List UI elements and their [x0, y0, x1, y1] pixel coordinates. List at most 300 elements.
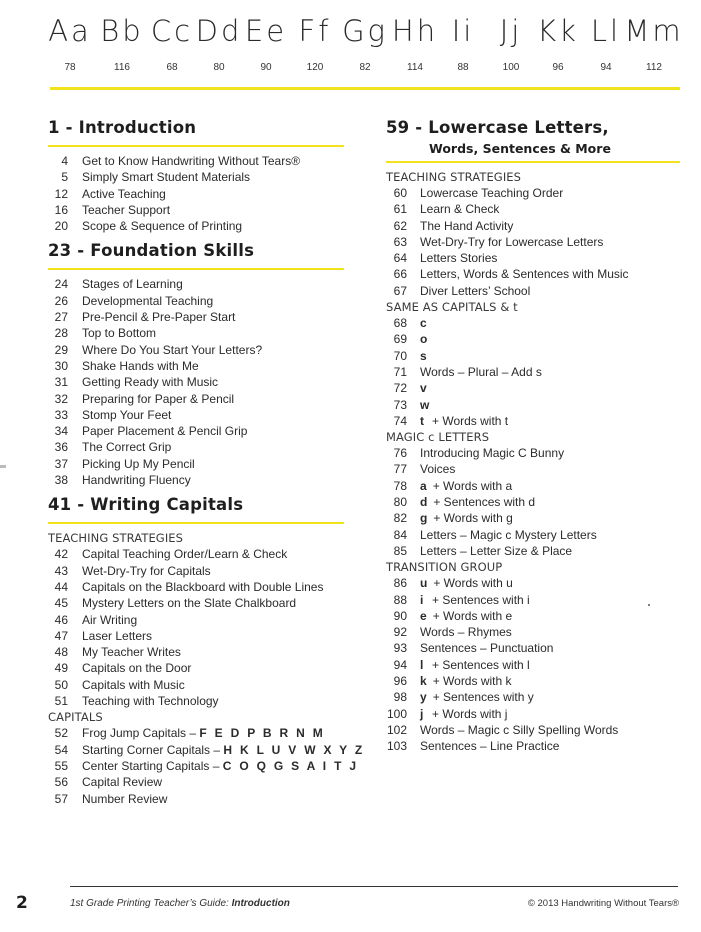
entry-text-wrap [82, 579, 323, 595]
entry-text-wrap [420, 608, 512, 624]
letter-pair: Kk [537, 14, 579, 48]
entry-letter-group: H K L U V W X Y Z [223, 742, 365, 757]
toc-entry [386, 722, 680, 738]
entry-title: Scope & Sequence of Printing [82, 219, 243, 234]
entry-text-wrap [420, 543, 572, 559]
entry-text-wrap [82, 563, 211, 579]
footer-book-title [70, 898, 290, 909]
page-ref: 32 [54, 391, 68, 406]
page-ref: 84 [393, 527, 407, 542]
alphabet-header [40, 10, 684, 80]
subheading-teaching-strategies: TEACHING STRATEGIES [48, 531, 184, 546]
entry-text-wrap [82, 758, 358, 774]
letter-count: 120 [306, 62, 324, 73]
entry-text-wrap [420, 234, 603, 250]
toc-entry [48, 391, 344, 407]
page-ref: 98 [393, 690, 407, 705]
entry-title: Stages of Learning [82, 277, 183, 292]
footer-copyright: © 2013 Handwriting Without Tears® [527, 898, 679, 909]
entry-letter-group: F E D P B R N M [199, 726, 326, 741]
entry-text-wrap [82, 407, 171, 423]
toc-list [386, 445, 680, 559]
entry-title: Wet-Dry-Try for Lowercase Letters [420, 234, 604, 249]
entry-title: Lowercase Teaching Order [420, 186, 564, 200]
toc-list [48, 546, 344, 709]
page-ref: 29 [54, 342, 68, 357]
page-ref: 37 [54, 456, 68, 471]
entry-title: Stomp Your Feet [82, 407, 172, 422]
section-lowercase-letters [386, 115, 680, 755]
page-ref: 26 [54, 293, 68, 308]
entry-letter: y [420, 690, 427, 705]
toc-entry [386, 494, 680, 510]
page-ref: 63 [393, 234, 407, 249]
entry-text-wrap [420, 315, 433, 331]
page-ref: 70 [393, 348, 407, 363]
entry-text-wrap [420, 266, 629, 282]
toc-entry [48, 774, 344, 790]
entry-title: Getting Ready with Music [82, 375, 219, 390]
page-ref: 54 [54, 742, 68, 757]
entry-title: + Sentences with d [433, 495, 536, 510]
toc-entry [386, 397, 680, 413]
entry-text-wrap [82, 693, 219, 709]
section-divider [386, 161, 680, 163]
toc-entry [386, 510, 680, 526]
entry-text-wrap [420, 380, 433, 396]
entry-text-wrap [82, 612, 137, 628]
page-ref: 69 [393, 332, 407, 347]
alphabet-letter-cell [40, 10, 100, 73]
entry-title: + Sentences with i [432, 592, 530, 607]
entry-title: Center Starting Capitals – [82, 758, 223, 773]
entry-text-wrap [420, 689, 534, 705]
entry-title: Teacher Support [82, 202, 171, 217]
toc-entry [48, 660, 344, 676]
entry-title: Diver Letters’ School [420, 283, 531, 298]
entry-title: Capitals on the Blackboard with Double Lines [82, 579, 324, 594]
entry-text-wrap [82, 791, 167, 807]
toc-entry [48, 374, 344, 390]
page-ref: 85 [393, 543, 407, 558]
entry-letter: d [420, 495, 428, 510]
section-foundation-skills [48, 238, 344, 488]
entry-text-wrap [420, 218, 513, 234]
toc-entry [48, 472, 344, 488]
toc-entry [48, 758, 359, 774]
page-ref: 52 [54, 726, 68, 741]
toc-list [48, 725, 365, 806]
entry-letter: k [420, 674, 427, 689]
entry-text-wrap [420, 461, 455, 477]
letter-count: 116 [114, 62, 130, 73]
right-column [386, 115, 680, 755]
entry-text-wrap [82, 153, 300, 169]
entry-text-wrap [82, 358, 199, 374]
page-ref: 82 [393, 511, 407, 526]
entry-title: Air Writing [82, 612, 138, 627]
letter-pair: Ii [451, 14, 475, 48]
entry-text-wrap [420, 364, 542, 380]
book-section: Introduction [231, 898, 290, 909]
entry-text-wrap [82, 660, 191, 676]
page-ref: 27 [54, 310, 68, 325]
subheading-transition-group: TRANSITION GROUP [386, 560, 503, 575]
entry-text-wrap [420, 706, 507, 722]
entry-text-wrap [420, 640, 553, 656]
entry-text-wrap [82, 169, 250, 185]
letter-count: 68 [166, 62, 178, 73]
toc-entry [48, 358, 344, 374]
toc-entry [48, 325, 344, 341]
entry-title: Shake Hands with Me [82, 358, 199, 373]
entry-title: + Words with k [432, 674, 512, 689]
toc-entry [386, 575, 680, 591]
entry-title: Learn & Check [420, 202, 500, 217]
page-ref: 57 [54, 791, 68, 806]
left-column [48, 115, 365, 807]
entry-title: Teaching with Technology [82, 694, 219, 709]
page-ref: 56 [54, 775, 68, 790]
entry-title: Capital Review [82, 775, 163, 790]
page-ref: 100 [386, 706, 407, 721]
page-ref: 36 [54, 440, 68, 455]
page-ref: 42 [54, 547, 68, 562]
toc-entry [48, 186, 344, 202]
entry-title: Laser Letters [82, 628, 153, 643]
section-divider [48, 522, 344, 524]
entry-text-wrap [420, 413, 508, 429]
page-ref: 49 [54, 661, 68, 676]
entry-text-wrap [82, 342, 262, 358]
letter-count: 94 [600, 62, 612, 73]
page-ref: 77 [393, 462, 407, 477]
toc-entry [48, 612, 344, 628]
entry-text-wrap [420, 673, 512, 689]
section-introduction [48, 115, 344, 234]
letter-pair: Dd [195, 14, 243, 48]
entry-text-wrap [82, 644, 181, 660]
entry-text-wrap [420, 397, 435, 413]
entry-title: Preparing for Paper & Pencil [82, 391, 235, 406]
letter-pair: Ll [590, 14, 622, 48]
margin-mark [0, 465, 6, 468]
toc-entry [386, 608, 680, 624]
section-title: 41 - Writing Capitals [48, 495, 244, 515]
entry-text-wrap [82, 725, 325, 741]
entry-letter: s [420, 348, 427, 363]
entry-text-wrap [420, 250, 497, 266]
toc-entry [386, 738, 680, 754]
subheading-teaching-strategies: TEACHING STRATEGIES [386, 170, 522, 184]
page-ref: 72 [393, 381, 407, 396]
entry-text-wrap [420, 592, 530, 608]
page-ref: 44 [54, 579, 68, 594]
entry-text-wrap [82, 309, 235, 325]
toc-entry [386, 445, 680, 461]
entry-title: + Words with u [433, 576, 513, 591]
page-ref: 64 [393, 251, 407, 266]
entry-text-wrap [82, 546, 287, 562]
toc-entry [48, 563, 344, 579]
entry-letter: e [420, 608, 427, 623]
entry-letter: j [420, 706, 424, 721]
letter-count: 78 [64, 62, 76, 73]
toc-entry [386, 413, 680, 429]
entry-title: Starting Corner Capitals – [82, 742, 224, 757]
letter-pair: Mm [624, 14, 684, 48]
entry-text-wrap [82, 677, 185, 693]
entry-text-wrap [82, 202, 170, 218]
page-ref: 71 [393, 364, 407, 379]
entry-title: Letters – Magic c Mystery Letters [420, 527, 597, 542]
toc-list [48, 276, 344, 488]
toc-entry [48, 153, 344, 169]
page-ref: 46 [54, 612, 68, 627]
page-ref: 33 [54, 407, 68, 422]
entry-title: The Hand Activity [420, 218, 514, 233]
page-ref: 48 [54, 645, 68, 660]
page-ref: 50 [54, 677, 68, 692]
letter-count: 88 [457, 62, 469, 73]
page-ref: 12 [54, 186, 68, 201]
entry-letter: c [420, 316, 427, 331]
toc-entry [386, 706, 680, 722]
entry-text-wrap [420, 510, 513, 526]
section-divider [48, 145, 344, 147]
page-ref: 38 [54, 473, 68, 488]
toc-entry [386, 543, 680, 559]
toc-entry [48, 342, 344, 358]
page-ref: 88 [393, 592, 407, 607]
toc-entry [386, 331, 680, 347]
toc-entry [386, 364, 680, 380]
entry-title: Letters – Letter Size & Place [420, 543, 573, 558]
letter-count: 80 [213, 62, 225, 73]
letter-count: 114 [407, 62, 423, 73]
page-ref: 24 [54, 277, 68, 292]
entry-title: The Correct Grip [82, 440, 172, 455]
toc-entry [386, 527, 680, 543]
toc-entry [48, 595, 344, 611]
toc-entry [48, 169, 344, 185]
entry-text-wrap [82, 774, 162, 790]
toc-entry [386, 266, 680, 282]
speck-mark [648, 604, 650, 606]
toc-entry [48, 693, 344, 709]
toc-entry [386, 673, 680, 689]
entry-text-wrap [82, 293, 213, 309]
toc-entry [48, 407, 344, 423]
entry-text-wrap [82, 423, 247, 439]
page-ref: 66 [393, 267, 407, 282]
toc-entry [386, 315, 680, 331]
entry-title: Developmental Teaching [82, 293, 214, 308]
subheading-same-as-capitals: SAME AS CAPITALS & t [386, 300, 518, 315]
book-title: 1st Grade Printing Teacher’s Guide: [70, 898, 232, 909]
page-ref: 61 [393, 202, 407, 217]
toc-entry [386, 461, 680, 477]
entry-text-wrap [420, 478, 512, 494]
entry-letter: w [420, 397, 430, 412]
entry-title: Letters Stories [420, 251, 498, 266]
page-ref: 60 [393, 186, 407, 200]
toc-entry [48, 439, 344, 455]
entry-title: Words – Rhymes [420, 625, 512, 640]
entry-title: + Words with g [433, 511, 513, 526]
entry-title: + Sentences with y [432, 690, 534, 705]
entry-text-wrap [420, 657, 530, 673]
page-ref: 93 [393, 641, 407, 656]
page-ref: 20 [54, 219, 68, 234]
entry-title: Active Teaching [82, 186, 166, 201]
entry-text-wrap [420, 738, 559, 754]
section-subtitle: Words, Sentences & More [429, 141, 611, 156]
subheading-magic-c-letters: MAGIC c LETTERS [386, 430, 490, 445]
toc-entry [48, 742, 365, 758]
letter-pair: Hh [391, 14, 439, 48]
entry-text-wrap [420, 722, 618, 738]
page-ref: 47 [54, 628, 68, 643]
entry-title: + Words with a [432, 478, 513, 493]
toc-entry [386, 348, 680, 364]
entry-title: Top to Bottom [82, 326, 157, 341]
page-ref: 5 [61, 170, 68, 185]
page-ref: 51 [54, 694, 68, 709]
entry-title: Where Do You Start Your Letters? [82, 342, 263, 357]
page-ref: 34 [54, 424, 68, 439]
letter-pair: Aa [48, 14, 92, 48]
toc-entry [48, 309, 344, 325]
entry-title: Capital Teaching Order/Learn & Check [82, 547, 288, 562]
entry-title: Mystery Letters on the Slate Chalkboard [82, 596, 297, 611]
entry-letter: i [420, 592, 424, 607]
entry-title: My Teacher Writes [82, 645, 181, 660]
entry-title: + Words with e [432, 608, 513, 623]
page-ref: 96 [393, 674, 407, 689]
section-title: 59 - Lowercase Letters, [386, 118, 609, 137]
page-ref: 92 [393, 625, 407, 640]
entry-title: Words – Magic c Silly Spelling Words [420, 722, 619, 737]
toc-entry [48, 579, 344, 595]
page-ref: 28 [54, 326, 68, 341]
page-ref: 31 [54, 375, 68, 390]
page-ref: 67 [393, 283, 407, 298]
toc-entry [48, 423, 344, 439]
toc-list [386, 575, 680, 754]
letter-pair: Bb [100, 14, 144, 48]
alphabet-letter-cell [624, 10, 684, 73]
letter-pair: Ee [244, 14, 288, 48]
entry-text-wrap [82, 186, 166, 202]
page-ref: 45 [54, 596, 68, 611]
section-writing-capitals [48, 492, 365, 806]
entry-text-wrap [82, 742, 365, 758]
entry-title: Paper Placement & Pencil Grip [82, 424, 248, 439]
entry-text-wrap [420, 283, 530, 299]
entry-letter: g [420, 511, 428, 526]
toc-entry [386, 250, 680, 266]
page-ref: 74 [393, 413, 407, 428]
letter-pair: Ff [298, 14, 332, 48]
page-ref: 55 [54, 758, 68, 773]
toc-entry [48, 218, 344, 234]
page-ref: 30 [54, 358, 68, 373]
entry-title: + Words with j [432, 706, 508, 721]
letter-count: 90 [260, 62, 272, 73]
letter-pair: Gg [342, 14, 388, 48]
subheading-capitals: CAPITALS [48, 710, 103, 725]
toc-entry [386, 478, 680, 494]
toc-entry [386, 657, 680, 673]
toc-entry [386, 283, 680, 299]
toc-entry [386, 624, 680, 640]
entry-text-wrap [420, 348, 433, 364]
entry-title: Introducing Magic C Bunny [420, 446, 565, 461]
page-ref: 103 [386, 739, 407, 754]
entry-letter: a [420, 478, 427, 493]
entry-text-wrap [82, 595, 296, 611]
toc-entry [386, 380, 680, 396]
entry-text-wrap [82, 456, 195, 472]
section-title: 23 - Foundation Skills [48, 241, 255, 261]
entry-text-wrap [82, 391, 234, 407]
entry-text-wrap [420, 331, 433, 347]
toc-entry [48, 644, 344, 660]
entry-text-wrap [82, 472, 191, 488]
section-title: 1 - Introduction [48, 118, 197, 137]
entry-letter: o [420, 332, 428, 347]
entry-text-wrap [420, 494, 535, 510]
letter-pair: Jj [499, 14, 523, 48]
entry-title: Number Review [82, 791, 168, 806]
toc-entry [48, 456, 344, 472]
page-ref: 16 [54, 202, 68, 217]
entry-text-wrap [420, 445, 564, 461]
entry-title: Get to Know Handwriting Without Tears® [82, 154, 301, 168]
entry-title: Simply Smart Student Materials [82, 170, 251, 185]
entry-text-wrap [420, 624, 512, 640]
header-divider [50, 87, 680, 90]
toc-entry [386, 592, 680, 608]
page-ref: 73 [393, 397, 407, 412]
entry-text-wrap [420, 575, 513, 591]
toc-entry [48, 202, 344, 218]
entry-text-wrap [82, 325, 156, 341]
letter-count: 96 [552, 62, 564, 73]
page-ref: 78 [393, 478, 407, 493]
toc-entry [386, 234, 680, 250]
toc-entry [386, 218, 680, 234]
entry-title: Frog Jump Capitals – [82, 726, 200, 741]
entry-letter-group: C O Q G S A I T J [222, 758, 359, 773]
entry-text-wrap [82, 218, 242, 234]
toc-entry [48, 276, 344, 292]
page-ref: 80 [393, 495, 407, 510]
entry-letter: u [420, 576, 428, 591]
page-ref: 90 [393, 608, 407, 623]
entry-letter: t [420, 413, 424, 428]
entry-title: Capitals on the Door [82, 661, 192, 676]
toc-list [386, 315, 680, 429]
page-number: 2 [16, 893, 28, 913]
entry-title: Sentences – Punctuation [420, 641, 554, 656]
toc-entry [386, 185, 680, 201]
page-ref: 62 [393, 218, 407, 233]
entry-title: Picking Up My Pencil [82, 456, 195, 471]
entry-text-wrap [82, 276, 183, 292]
page-ref: 102 [386, 722, 407, 737]
